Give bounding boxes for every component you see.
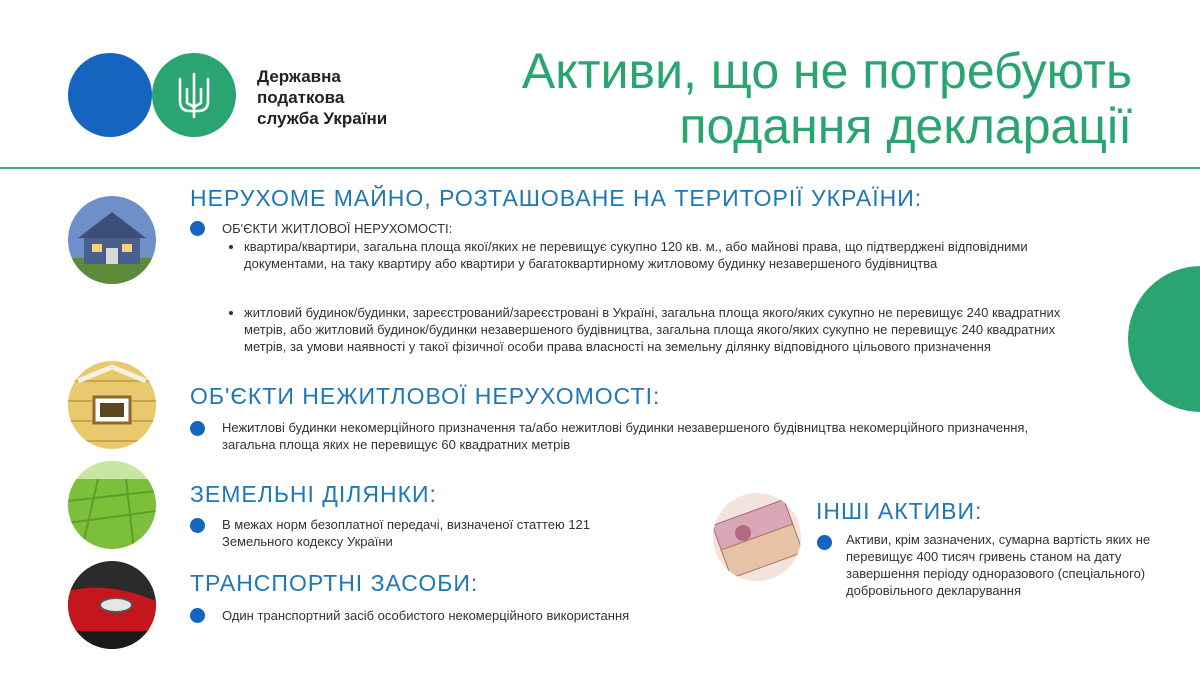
bullet-dot bbox=[190, 221, 205, 236]
construction-photo bbox=[68, 361, 156, 449]
section-heading-transport: ТРАНСПОРТНІ ЗАСОБИ: bbox=[190, 570, 479, 596]
org-name-line: Державна bbox=[257, 67, 341, 86]
section-heading-land: ЗЕМЕЛЬНІ ДІЛЯНКИ: bbox=[190, 481, 437, 507]
land-text: В межах норм безоплатної передачі, визначеної статтею 121 Земельного кодексу України bbox=[222, 517, 591, 549]
trident-icon bbox=[176, 71, 212, 119]
other-text: Активи, крім зазначених, сумарна вартість яких не перевищує 400 тисяч гривень станом на дату завершення періоду одноразового (спеціального) добровільного декларування bbox=[846, 532, 1151, 598]
org-name-line: служба України bbox=[257, 109, 388, 128]
field-photo bbox=[68, 461, 156, 549]
house-photo bbox=[68, 196, 156, 284]
list-item: • квартира/квартири, загальна площа якої/яких не перевищує сукупно 120 кв. м., або майнові права, що підтверджені відповідними документами, на таку квартиру або квартири у багатоквартирному житловому будинку незавершеного будівництва bbox=[244, 238, 1084, 272]
residential-list bbox=[226, 304, 1084, 355]
header-divider bbox=[0, 167, 1200, 169]
decorative-green-circle bbox=[1128, 266, 1200, 412]
org-name-line: податкова bbox=[257, 88, 345, 107]
banknotes-photo bbox=[713, 493, 801, 581]
section-heading-other: ІНШІ АКТИВИ: bbox=[816, 498, 983, 524]
residential-list bbox=[226, 238, 1084, 272]
section-heading-non-residential: ОБ'ЄКТИ НЕЖИТЛОВОЇ НЕРУХОМОСТІ: bbox=[190, 383, 661, 409]
page-title-line: подання декларації bbox=[679, 98, 1132, 154]
list-item: • житловий будинок/будинки, зареєстрований/зареєстровані в Україні, загальна площа якого/яких сукупно не перевищує 240 квадратних метрів, або житловий будинок/будинки незавершеного будівництва, загальна площа якого/яких сукупно не перевищує 240 квадратних метрів, за умови наявності у такої фізичної особи права власності на земельну ділянку відповідного цільового призначення bbox=[244, 304, 1084, 355]
bullet-dot bbox=[817, 535, 832, 550]
logo-blue-circle bbox=[68, 53, 152, 137]
page-title-line: Активи, що не потребують bbox=[521, 43, 1132, 99]
bullet-dot bbox=[190, 518, 205, 533]
section-heading-real-estate: НЕРУХОМЕ МАЙНО, РОЗТАШОВАНЕ НА ТЕРИТОРІЇ УКРАЇНИ: bbox=[190, 185, 923, 211]
page-title bbox=[522, 44, 1132, 154]
logo-green-circle bbox=[152, 53, 236, 137]
non-residential-text: Нежитлові будинки некомерційного призначення та/або нежитлові будинки незавершеного будівництва некомерційного призначення, загальна площа яких не перевищує 60 квадратних метрів bbox=[222, 420, 1029, 452]
org-name bbox=[257, 66, 387, 129]
bullet-dot bbox=[190, 608, 205, 623]
transport-text: Один транспортний засіб особистого некомерційного використання bbox=[222, 608, 630, 623]
car-photo bbox=[68, 561, 156, 649]
bullet-dot bbox=[190, 421, 205, 436]
subheading-residential: ОБ'ЄКТИ ЖИТЛОВОЇ НЕРУХОМОСТІ: bbox=[222, 221, 453, 236]
